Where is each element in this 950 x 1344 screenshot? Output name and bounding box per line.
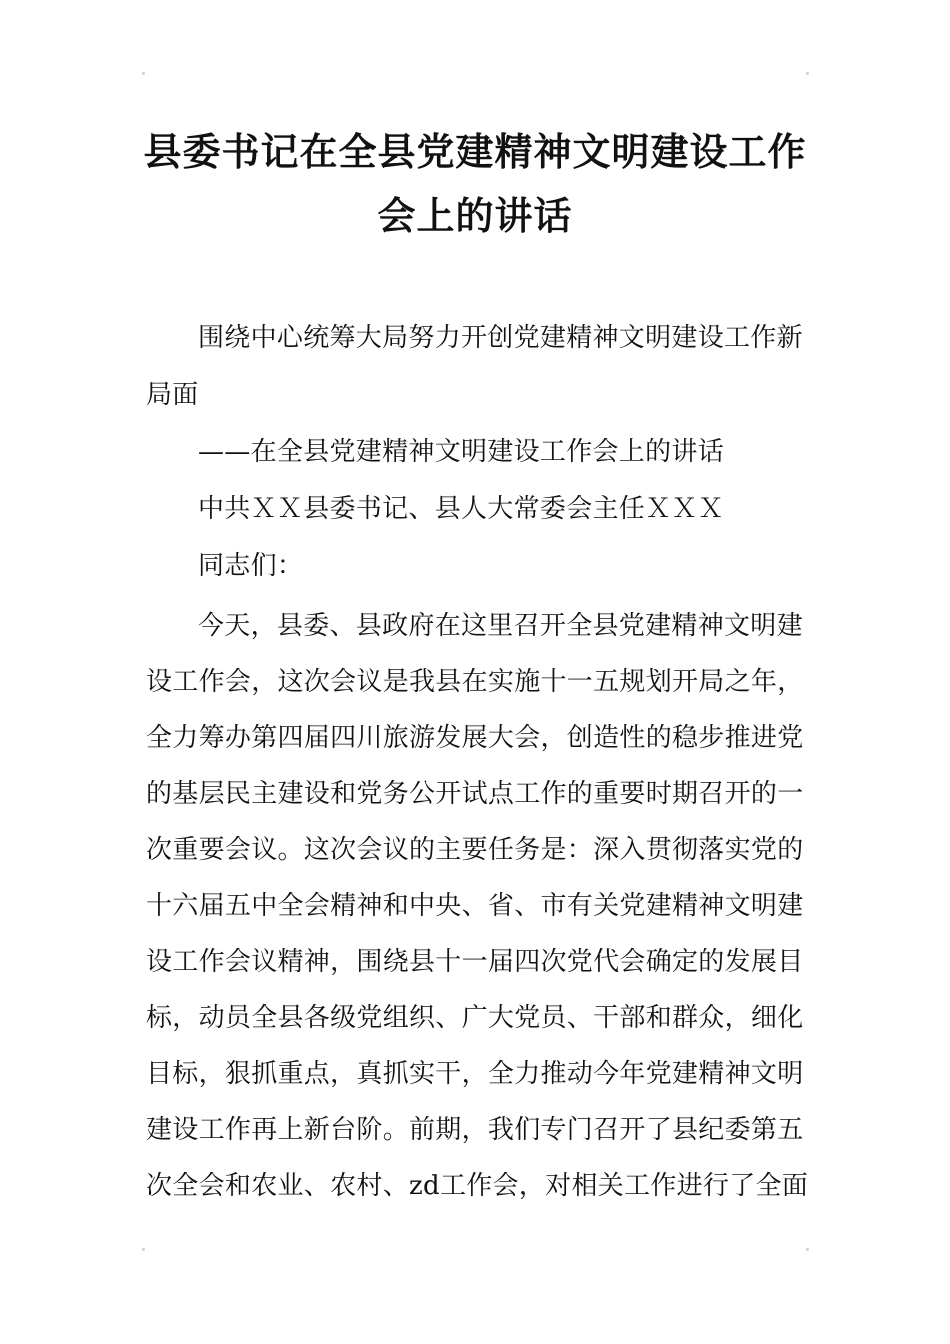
body-paragraph-line: 设工作会，这次会议是我县在实施十一五规划开局之年， [146,667,804,697]
body-paragraph-line: 设工作会议精神，围绕县十一届四次党代会确定的发展目 [146,947,804,977]
corner-mark [142,1248,145,1251]
document-title-line-1: 县委书记在全县党建精神文明建设工作 [143,130,807,174]
body-paragraph-line: 目标，狠抓重点，真抓实干，全力推动今年党建精神文明 [146,1059,804,1089]
speaker-line: 中共ＸＸ县委书记、县人大常委会主任ＸＸＸ [198,494,725,524]
subtitle-line-1: 围绕中心统筹大局努力开创党建精神文明建设工作新 [198,323,803,353]
body-paragraph-line: 次全会和农业、农村、zd工作会，对相关工作进行了全面 [146,1171,809,1201]
corner-mark [806,72,809,75]
corner-mark [806,1248,809,1251]
body-paragraph-line: 建设工作再上新台阶。前期，我们专门召开了县纪委第五 [146,1115,804,1145]
body-paragraph-line: 全力筹办第四届四川旅游发展大会，创造性的稳步推进党 [146,723,804,753]
corner-mark [142,72,145,75]
body-paragraph-line: 的基层民主建设和党务公开试点工作的重要时期召开的一 [146,779,804,809]
subtitle-line-2: 局面 [146,380,199,410]
salutation-line: 同志们： [198,551,304,581]
body-paragraph-line: 今天，县委、县政府在这里召开全县党建精神文明建 [198,611,803,641]
document-title-line-2: 会上的讲话 [377,194,573,238]
body-paragraph-line: 十六届五中全会精神和中央、省、市有关党建精神文明建 [146,891,804,921]
subheading-line: ——在全县党建精神文明建设工作会上的讲话 [198,437,725,467]
body-paragraph-line: 次重要会议。这次会议的主要任务是：深入贯彻落实党的 [146,835,804,865]
body-paragraph-line: 标，动员全县各级党组织、广大党员、干部和群众，细化 [146,1003,804,1033]
